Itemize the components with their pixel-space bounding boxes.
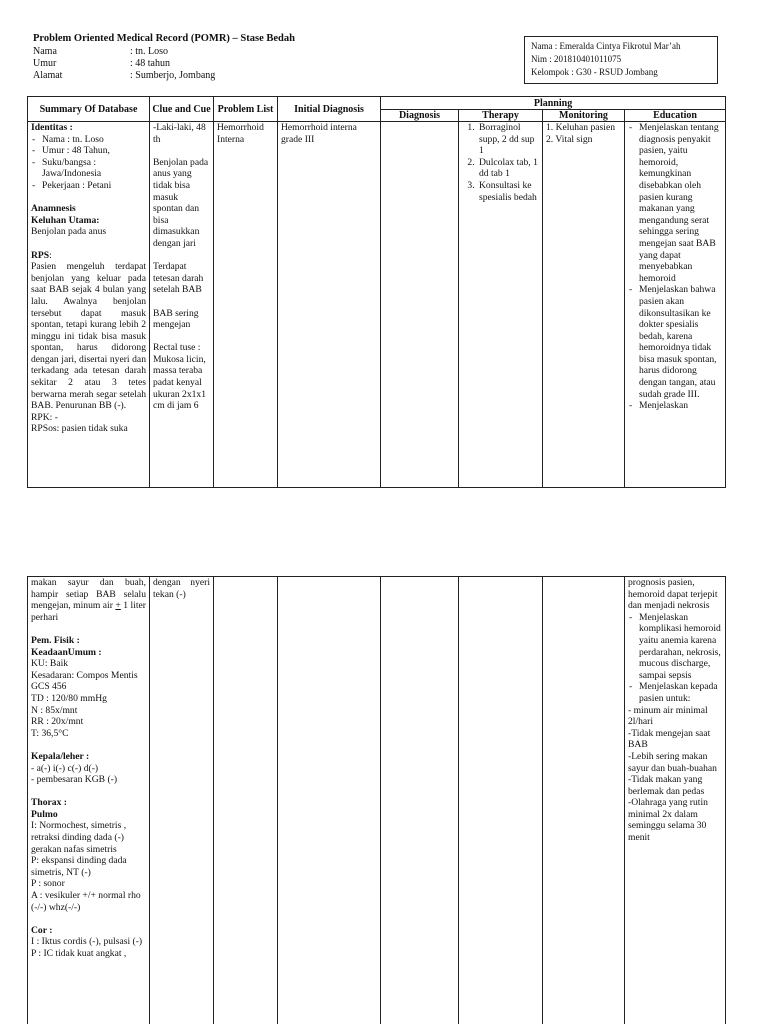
keadaan-item: RR : 20x/mnt xyxy=(31,716,84,728)
monitoring-cell-continued xyxy=(543,577,625,1024)
rps-title: RPS xyxy=(31,249,50,261)
rpk-text: RPK: - xyxy=(31,411,58,423)
clue-item: -Laki-laki, 48 th xyxy=(153,122,206,145)
patient-info xyxy=(33,46,215,82)
initial-diagnosis-item: Hemorrhoid interna grade III xyxy=(281,122,357,145)
identitas-item: - Pekerjaan : Petani xyxy=(42,180,146,192)
anamnesis-title: Anamnesis xyxy=(31,203,76,215)
keluhan-title: Keluhan Utama: xyxy=(31,214,100,226)
pulmo-item: P : sonor xyxy=(31,878,65,890)
student-nim: Nim : 201810401011075 xyxy=(531,54,622,64)
header-initial-diagnosis: Initial Diagnosis xyxy=(278,97,381,122)
page-2 xyxy=(0,576,768,1024)
pomr-table-page-1 xyxy=(27,96,726,488)
patient-name-value: : tn. Loso xyxy=(130,46,169,57)
pomr-table-page-2 xyxy=(27,576,726,1024)
page-break xyxy=(0,500,768,576)
student-info-box xyxy=(524,36,718,84)
patient-name-label: Nama xyxy=(33,46,57,57)
keadaan-item: KU: Baik xyxy=(31,658,69,670)
diagnosis-cell xyxy=(381,122,459,488)
therapy-item: 2. Dulcolax tab, 1 dd tab 1 xyxy=(477,157,539,180)
student-group: Kelompok : G30 - RSUD Jombang xyxy=(531,67,658,77)
clue-item: Terdapat tetesan darah setelah BAB xyxy=(153,261,204,296)
education-list xyxy=(628,122,722,412)
header-diagnosis: Diagnosis xyxy=(381,110,459,122)
diagnosis-cell-continued xyxy=(381,577,459,1024)
thorax-title: Thorax : xyxy=(31,797,67,809)
rpsos-continued: makan sayur dan buah, hampir setiap BAB selalu mengejan, minum air + 1 liter perhari xyxy=(31,577,146,623)
pemfisik-title: Pem. Fisik : xyxy=(31,634,80,646)
patient-age-value: : 48 tahun xyxy=(130,58,170,69)
therapy-item: 1. Borraginol supp, 2 dd sup 1 xyxy=(477,122,539,157)
header-education: Education xyxy=(625,110,726,122)
rps-colon: : xyxy=(49,249,52,261)
education-item: - Menjelaskan bahwa pasien akan dikonsultasikan ke dokter spesialis bedah, karena hemoroidnya tidak bisa masuk spontan, harus didorong dengan tangan, atau sudah grade III. xyxy=(639,284,722,400)
identitas-title: Identitas : xyxy=(31,122,73,133)
education-item: - Menjelaskan tentang diagnosis penyakit pasien, yaitu hemoroid, kemungkinan disebabkan oleh pasien kurang makanan yang mengandung serat sehingga sering mengejan saat BAB yang dapat menyebabkan hemoroid xyxy=(639,122,722,284)
problem-list-cell xyxy=(214,122,278,488)
problem-list-cell-continued xyxy=(214,577,278,1024)
clue-item: Rectal tuse : Mukosa licin, massa teraba padat kenyal ukuran 2x1x1 cm di jam 6 xyxy=(153,342,207,412)
identitas-item: - Umur : 48 Tahun, xyxy=(42,145,146,157)
header-planning: Planning xyxy=(381,97,726,110)
pulmo-item: I: Normochest, simetris , retraksi dinding dada (-) gerakan nafas simetris xyxy=(31,820,127,855)
summary-cell xyxy=(28,122,150,488)
clue-cell-continued xyxy=(150,577,214,1024)
education-cell-continued xyxy=(625,577,726,1024)
keadaan-item: TD : 120/80 mmHg xyxy=(31,692,107,704)
problem-item: Hemorrhoid Interna xyxy=(217,122,264,145)
summary-cell-continued xyxy=(28,577,150,1024)
keadaan-item: T: 36,5°C xyxy=(31,727,69,739)
document-title: Problem Oriented Medical Record (POMR) – Stase Bedah xyxy=(33,33,295,44)
identitas-list xyxy=(31,134,146,192)
keadaan-item: Kesadaran: Compos Mentis xyxy=(31,669,138,681)
education-advice: - minum air minimal 2l/hari xyxy=(628,704,708,728)
page-1 xyxy=(0,0,768,500)
clue-item: Benjolan pada anus yang tidak bisa masuk spontan dan bisa dimasukkan dengan jari xyxy=(153,156,209,249)
therapy-item: 3. Konsultasi ke spesialis bedah xyxy=(477,180,539,203)
cor-title: Cor : xyxy=(31,924,53,936)
education-cell xyxy=(625,122,726,488)
monitoring-cell xyxy=(543,122,625,488)
keadaan-item: N : 85x/mnt xyxy=(31,704,78,716)
therapy-list xyxy=(462,122,539,203)
clue-cell xyxy=(150,122,214,488)
cor-item: I : Iktus cordis (-), pulsasi (-) xyxy=(31,936,143,948)
header-problem: Problem List xyxy=(214,97,278,122)
keluhan-text: Benjolan pada anus xyxy=(31,226,107,238)
clue-continued: dengan nyeri tekan (-) xyxy=(153,577,210,600)
pulmo-item: P: ekspansi dinding dada simetris, NT (-) xyxy=(31,855,127,878)
kepala-item: - pembesaran KGB (-) xyxy=(31,774,118,786)
keadaan-title: KeadaanUmum : xyxy=(31,646,102,658)
education-advice: -Olahraga yang rutin minimal 2x dalam seminggu selama 30 menit xyxy=(628,797,708,844)
initial-diagnosis-cell xyxy=(278,122,381,488)
education-list-continued xyxy=(628,612,722,705)
education-item: - Menjelaskan komplikasi hemoroid yaitu anemia karena perdarahan, nekrosis, mucous discharge, sampai sepsis xyxy=(639,612,722,682)
therapy-cell-continued xyxy=(459,577,543,1024)
therapy-cell xyxy=(459,122,543,488)
initial-diagnosis-cell-continued xyxy=(278,577,381,1024)
monitoring-item: 1. Keluhan pasien xyxy=(546,122,616,133)
patient-age-label: Umur xyxy=(33,58,57,69)
keadaan-item: GCS 456 xyxy=(31,681,67,693)
education-advice: -Tidak makan yang berlemak dan pedas xyxy=(628,774,705,797)
rps-text: Pasien mengeluh terdapat benjolan yang keluar pada saat BAB sejak 4 bulan yang lalu. Awalnya benjolan tersebut dapat masuk spontan, tetapi kurang lebih 2 minggu ini tidak bisa masuk spontan, harus didorong dengan jari, disertai nyeri dan terkadang ada tetesan darah sekitar 2 atau 3 tetes berwarna merah segar setelah BAB. Penurunan BB (-). xyxy=(31,261,146,412)
kepala-item: - a(-) i(-) c(-) d(-) xyxy=(31,762,99,774)
pulmo-item: A : vesikuler +/+ normal rho (-/-) whz(-/-) xyxy=(31,890,141,913)
header-summary: Summary Of Database xyxy=(28,97,150,122)
monitoring-item: 2. Vital sign xyxy=(546,133,593,145)
header-clue: Clue and Cue xyxy=(150,97,214,122)
kepala-title: Kepala/leher : xyxy=(31,750,90,762)
identitas-item: - Nama : tn. Loso xyxy=(42,134,146,146)
pulmo-title: Pulmo xyxy=(31,808,58,820)
education-advice: -Lebih sering makan sayur dan buah-buahan xyxy=(628,750,717,774)
identitas-item: - Suku/bangsa : Jawa/Indonesia xyxy=(42,157,146,180)
header-therapy: Therapy xyxy=(459,110,543,122)
student-name: Nama : Emeralda Cintya Fikrotul Mar’ah xyxy=(531,41,681,51)
education-advice: -Tidak mengejan saat BAB xyxy=(628,727,711,751)
education-item: - Menjelaskan xyxy=(639,400,722,412)
header-monitoring: Monitoring xyxy=(543,110,625,122)
rpsos-text: RPSos: pasien tidak suka xyxy=(31,423,128,435)
patient-address-label: Alamat xyxy=(33,70,63,81)
education-item: - Menjelaskan kepada pasien untuk: xyxy=(639,681,722,704)
patient-address-value: : Sumberjo, Jombang xyxy=(130,70,216,81)
education-continued: prognosis pasien, hemoroid dapat terjepit dan menjadi nekrosis xyxy=(628,577,718,612)
clue-item: BAB sering mengejan xyxy=(153,307,199,331)
cor-item: P : IC tidak kuat angkat , xyxy=(31,948,127,959)
